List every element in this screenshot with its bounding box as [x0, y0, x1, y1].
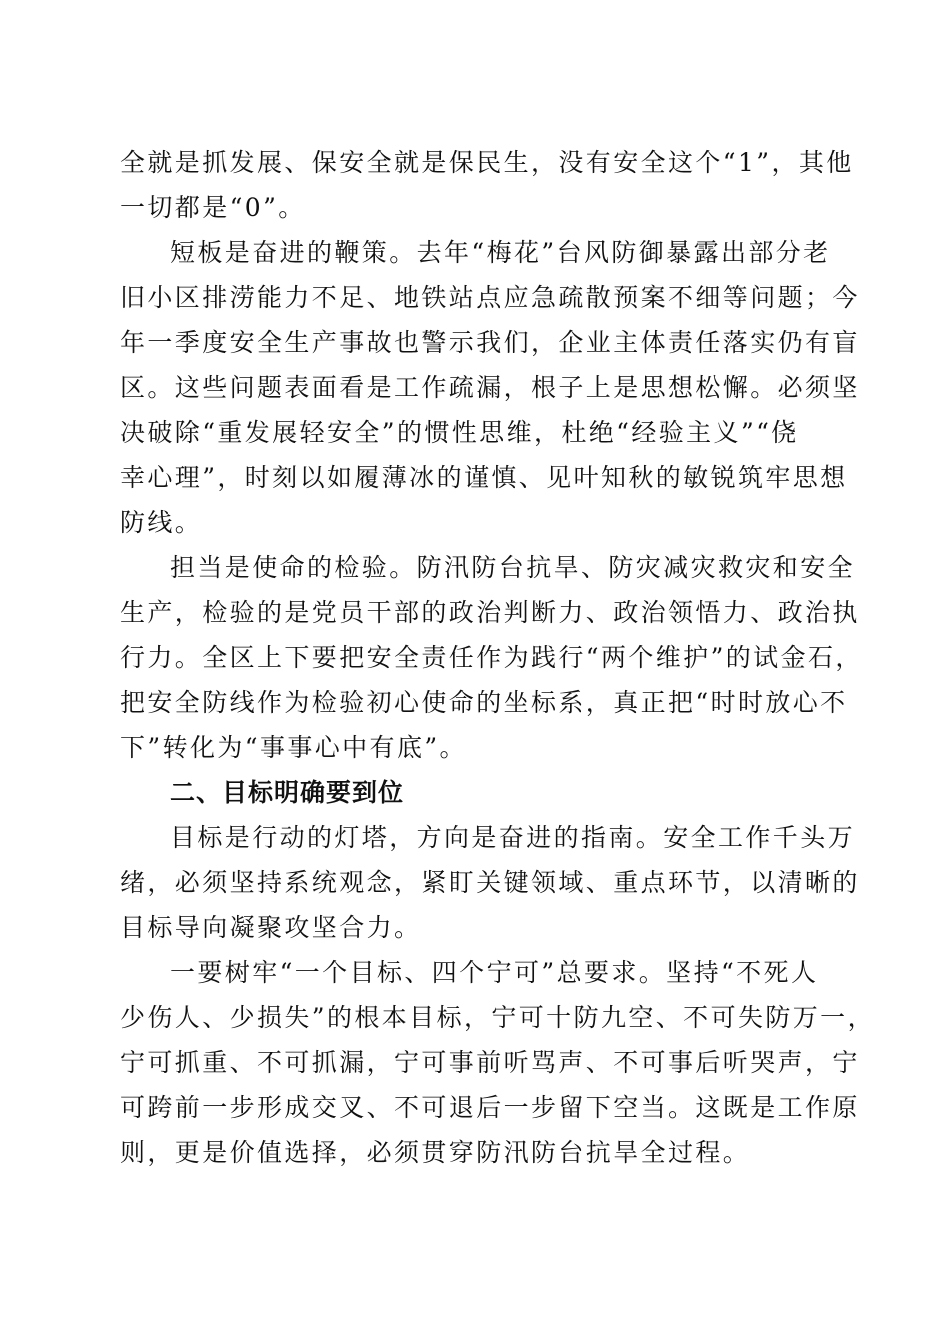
text-line: 区。这些问题表面看是工作疏漏，根子上是思想松懈。必须坚 [120, 373, 860, 402]
text-line: 绪，必须坚持系统观念，紧盯关键领域、重点环节，以清晰的 [120, 868, 860, 897]
text-line: 担当是使命的检验。防汛防台抗旱、防灾减灾救灾和安全 [170, 553, 856, 582]
text-line: 可跨前一步形成交叉、不可退后一步留下空当。这既是工作原 [120, 1093, 860, 1122]
text-line: 一要树牢“一个目标、四个宁可”总要求。坚持“不死人 [170, 958, 819, 987]
text-line: 把安全防线作为检验初心使命的坐标系，真正把“时时放心不 [120, 688, 848, 717]
text-line: 宁可抓重、不可抓漏，宁可事前听骂声、不可事后听哭声，宁 [120, 1048, 860, 1077]
text-line: 下”转化为“事事心中有底”。 [120, 733, 467, 762]
paragraph-requirements [120, 950, 875, 1175]
text-line: 行力。全区上下要把安全责任作为践行“两个维护”的试金石， [120, 643, 863, 672]
text-line: 生产，检验的是党员干部的政治判断力、政治领悟力、政治执 [120, 598, 860, 627]
section-heading-text: 二、目标明确要到位 [170, 778, 405, 807]
text-line: 少伤人、少损失”的根本目标，宁可十防九空、不可失防万一， [120, 1003, 875, 1032]
text-line: 则，更是价值选择，必须贯穿防汛防台抗旱全过程。 [120, 1138, 751, 1167]
paragraph-responsibility [120, 545, 863, 770]
text-line: 短板是奋进的鞭策。去年“梅花”台风防御暴露出部分老 [170, 238, 831, 267]
text-line: 目标是行动的灯塔，方向是奋进的指南。安全工作千头万 [170, 823, 856, 852]
text-line: 幸心理”，时刻以如履薄冰的谨慎、见叶知秋的敏锐筑牢思想 [120, 463, 848, 492]
paragraph-continuation [120, 140, 854, 230]
paragraph-goals [120, 815, 860, 950]
text-line: 一切都是“0”。 [120, 193, 306, 222]
text-line: 目标导向凝聚攻坚合力。 [120, 913, 422, 942]
text-line: 决破除“重发展轻安全”的惯性思维，杜绝“经验主义”“侥 [120, 418, 799, 447]
section-heading [120, 770, 832, 815]
text-line: 年一季度安全生产事故也警示我们，企业主体责任落实仍有盲 [120, 328, 860, 357]
text-line: 全就是抓发展、保安全就是保民生，没有安全这个“1”，其他 [120, 148, 854, 177]
text-line: 旧小区排涝能力不足、地铁站点应急疏散预案不细等问题；今 [120, 283, 860, 312]
paragraph-shortcomings [120, 230, 860, 545]
text-line: 防线。 [120, 508, 203, 537]
